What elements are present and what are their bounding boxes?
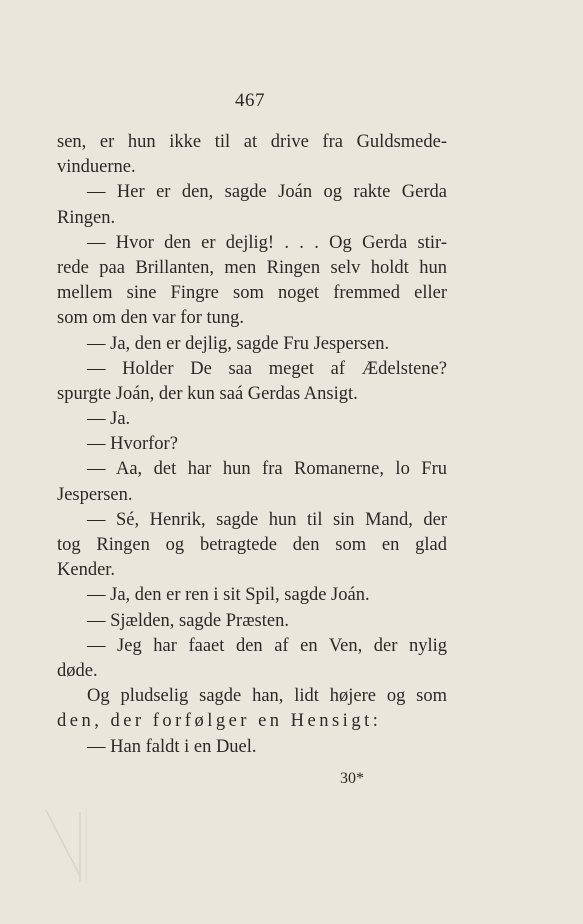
text-line: — Han faldt i en Duel.	[87, 736, 257, 757]
text-line: — Ja.	[87, 409, 131, 430]
text-line: — Her er den, sagde Joán og rakte Gerda	[87, 182, 447, 203]
text-line: døde.	[57, 660, 98, 681]
text-line: — Ja, den er ren i sit Spil, sagde Joán.	[87, 585, 370, 606]
text-line: Og pludselig sagde han, lidt højere og som	[87, 686, 447, 707]
text-line: vinduerne.	[57, 157, 136, 178]
text-line: mellem sine Fingre som noget fremmed eller	[57, 283, 447, 304]
binding-shadow	[40, 806, 88, 884]
body-text	[57, 130, 447, 760]
page-number: 467	[235, 90, 265, 111]
text-line: — Jeg har faaet den af en Ven, der nylig	[87, 635, 447, 656]
text-line: sen, er hun ikke til at drive fra Guldsmede-	[57, 132, 447, 152]
text-line: Kender.	[57, 560, 116, 581]
text-line: den, der forfølger en Hensigt:	[57, 711, 382, 732]
signature-mark: 30*	[340, 770, 364, 787]
text-line: — Hvor den er dejlig! . . . Og Gerda stir-	[87, 232, 447, 253]
text-line: Ringen.	[57, 207, 116, 228]
text-line: — Holder De saa meget af Ædelstene?	[87, 358, 447, 379]
text-line: rede paa Brillanten, men Ringen selv holdt hun	[57, 257, 447, 278]
text-line: — Hvorfor?	[87, 434, 178, 455]
text-line: tog Ringen og betragtede den som en glad	[57, 535, 447, 555]
text-line: som om den var for tung.	[57, 308, 245, 329]
text-line: Jespersen.	[57, 484, 133, 505]
text-line: — Sjælden, sagde Præsten.	[87, 610, 289, 631]
text-line: — Ja, den er dejlig, sagde Fru Jespersen.	[87, 333, 390, 354]
text-line: — Sé, Henrik, sagde hun til sin Mand, der	[87, 509, 447, 530]
text-line: — Aa, det har hun fra Romanerne, lo Fru	[87, 459, 447, 480]
text-line: spurgte Joán, der kun saá Gerdas Ansigt.	[57, 383, 358, 404]
